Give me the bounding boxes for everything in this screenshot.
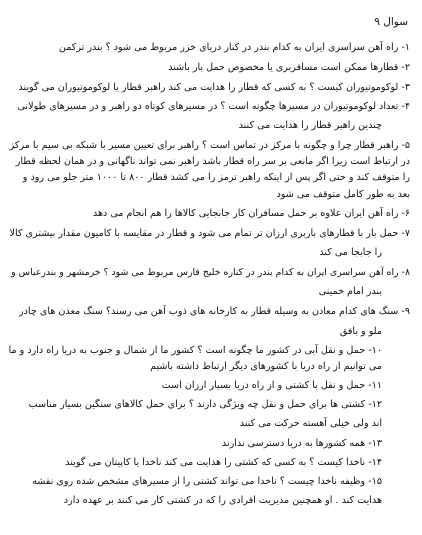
answer-line: ۴- تعداد لوکوموتیوران در مسیرها چگونه است ؟ در مسیرهای کوتاه دو راهبر و در مسیرهای طولانی	[17, 101, 410, 112]
answer-line: را جابجا می کند	[319, 247, 382, 258]
answer-line: ۵- راهبر قطار چرا و چگونه با مرکز در تماس است ؟ راهبر برای تعیین مسیر با شبکه بی سیم با مرکز	[9, 140, 410, 151]
answer-line: ۱۲- کشتی ها برای حمل و نقل چه ویژگی دارند ؟ برای حمل کالاهای سنگین بسیار مناسب	[28, 399, 382, 410]
answer-line: ۱۴- ناخدا کیست ؟ به کسی که کشتی را هدایت می کند ناخدا یا کاپیتان می گویند	[65, 457, 382, 468]
answer-line: ۷- حمل بار با قطارهای باربری ارزان تر تمام می شود و قطار در مقایسه با کامیون مقدار بیشتری کالا	[9, 228, 410, 239]
answer-line: هدایت کند . او همچنین مدیریت افرادی را که در کشتی کار می کنند بر عهده دارد	[63, 495, 382, 506]
answer-line: ۲- قطارها ممکن است مسافربری یا مخصوص حمل بار باشند	[168, 62, 410, 73]
answer-line: در ارتباط است زیرا اگر مانعی بر سر راه قطار باشد راهبر نمی تواند ناگهانی و در همان لحظه قطار	[15, 156, 410, 167]
answer-line: بندر امام خمینی	[318, 286, 382, 297]
answer-line: ملو و بافق	[339, 326, 382, 337]
answer-line: ۱۱- حمل و نقل با کشتی و از راه دریا بسیار ارزان است	[161, 380, 382, 391]
answer-line: ۱- راه آهن سراسری ایران به کدام بندر در کنار دریای خزر مربوط می شود ؟ بندر ترکمن	[58, 42, 410, 53]
answer-line: می توانیم از راه دریا با کشورهای دیگر ارتباط داشته باشیم	[150, 361, 382, 372]
page-title: سوال ۹	[374, 16, 408, 28]
answer-line: چندین راهبر قطار را هدایت می کنند	[238, 120, 382, 131]
answer-line: ۹- سنگ های کدام معادن به وسیله قطار به کارخانه های ذوب آهن می رسند؟ سنگ معدن های چادر	[19, 306, 410, 317]
answer-line: ۸- راه آهن سراسری ایران به کدام بندر در کناره خلیج فارس مربوط می شود ؟ خرمشهر و بندرعباس و	[11, 267, 410, 278]
answer-line: ۱۳- همه کشورها به دریا دسترسی ندارند	[221, 438, 382, 449]
answer-line: ۳- لوکوموتیوران کیست ؟ به کسی که قطار را هدایت می کند راهبر قطار یا لوکوموتیوران می گویند	[18, 82, 410, 93]
answer-line: اند ولی خیلی آهسته حرکت می کنند	[239, 418, 382, 429]
answer-line: بعد به طور کامل متوقف می شود	[276, 189, 410, 200]
answer-line: ۱۰- حمل و نقل آبی در کشور ما چگونه است ؟ کشور ما از شمال و جنوب به دریا راه دارد و ما	[8, 345, 382, 356]
answer-line: ۶- راه آهن ایران علاوه بر حمل مسافران کار جابجایی کالاها را هم انجام می دهد	[92, 208, 410, 219]
answer-line: ۱۵- وظیفه ناخدا چیست ؟ ناخدا می تواند کشتی را از مسیرهای مشخص شده روی نقشه	[32, 476, 382, 487]
answer-line: را متوقف کند و حتی اگر پس از اینکه راهبر ترمز را می کشد قطار ۸۰۰ تا ۱۰۰۰ متر جلو می رود و	[22, 172, 410, 183]
